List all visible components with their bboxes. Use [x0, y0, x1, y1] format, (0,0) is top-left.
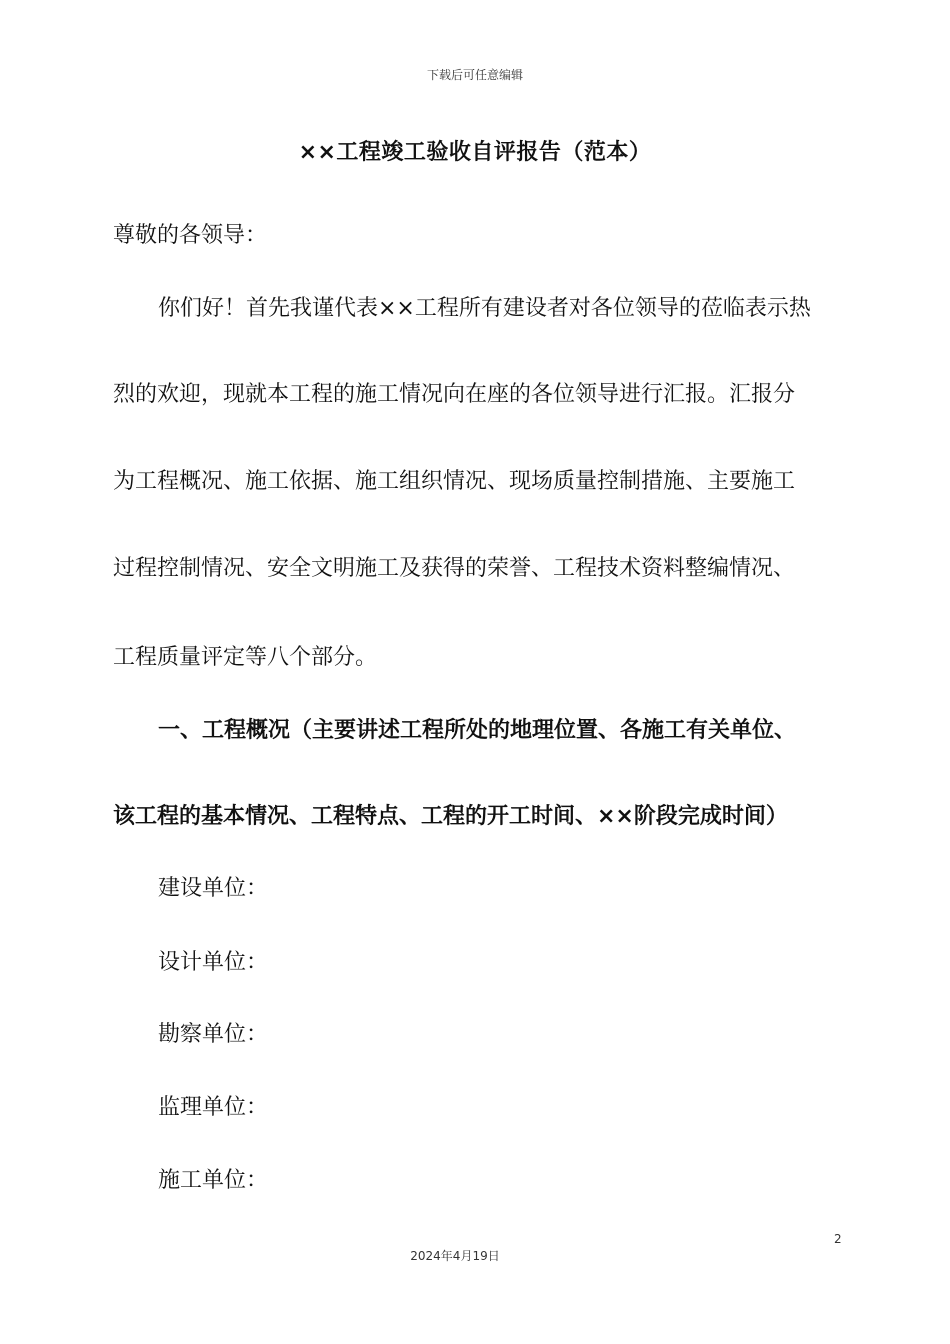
section1-line-1: 一、工程概况（主要讲述工程所处的地理位置、各施工有关单位、: [158, 718, 797, 743]
intro-line-2: 烈的欢迎，现就本工程的施工情况向在座的各位领导进行汇报。汇报分: [113, 382, 796, 407]
salutation: 尊敬的各领导：: [113, 223, 268, 248]
header-note: 下载后可任意编辑: [426, 68, 523, 82]
unit-construction-owner: 建设单位：: [158, 876, 269, 901]
unit-survey: 勘察单位：: [158, 1022, 269, 1047]
unit-design: 设计单位：: [158, 950, 269, 975]
intro-line-4: 过程控制情况、安全文明施工及获得的荣誉、工程技术资料整编情况、: [113, 556, 796, 581]
intro-line-1: 你们好！首先我谨代表××工程所有建设者对各位领导的莅临表示热: [158, 296, 811, 321]
footer-date: 2024年4月19日: [410, 1249, 500, 1263]
unit-contractor: 施工单位：: [158, 1168, 269, 1193]
unit-supervision: 监理单位：: [158, 1095, 269, 1120]
document-title: ××工程竣工验收自评报告（范本）: [298, 140, 652, 165]
page-number: 2: [834, 1232, 842, 1246]
intro-line-5: 工程质量评定等八个部分。: [113, 645, 378, 670]
intro-line-3: 为工程概况、施工依据、施工组织情况、现场质量控制措施、主要施工: [113, 469, 796, 494]
section1-line-2: 该工程的基本情况、工程特点、工程的开工时间、××阶段完成时间）: [113, 804, 788, 829]
